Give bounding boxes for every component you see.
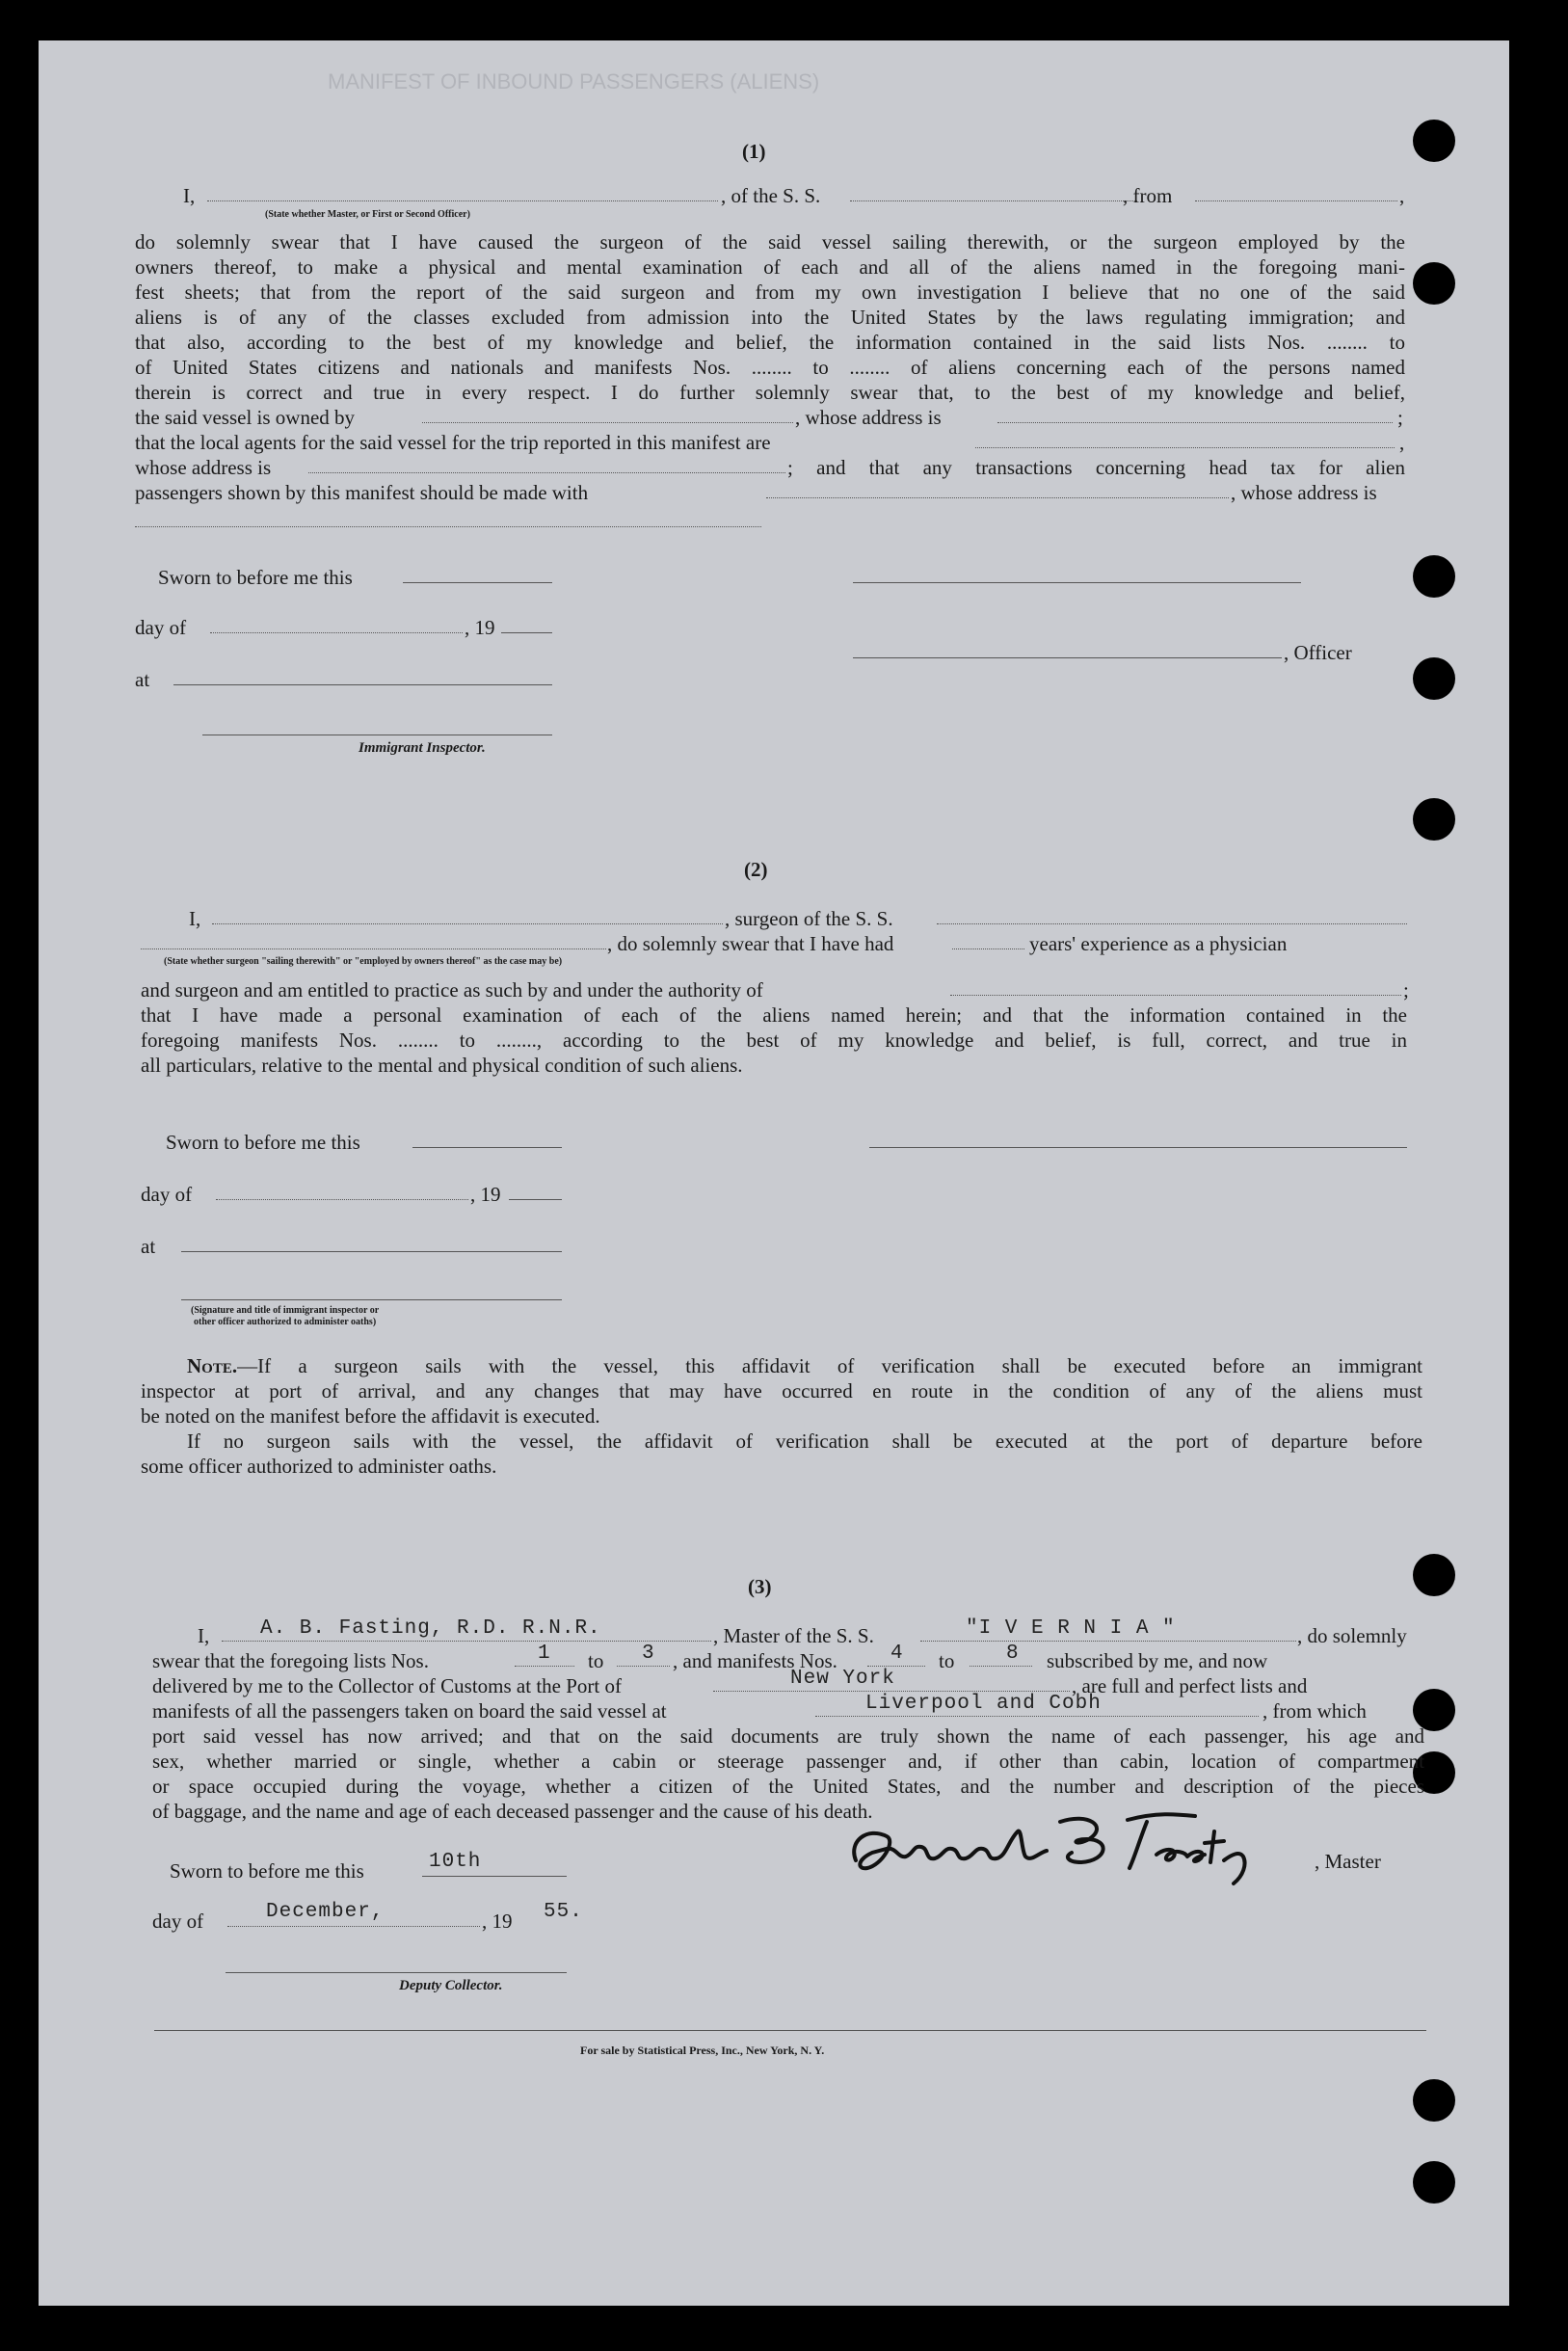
note-text: —If a surgeon sails with the vessel, this affidavit of verification shall be executed before an immigrant — [237, 1354, 1422, 1377]
authority-end: ; — [1403, 978, 1409, 1002]
deputy-collector-line — [226, 1972, 567, 1973]
sec2-year-field — [509, 1199, 562, 1200]
sec2-caption-line: other officer authorized to administer oaths) — [194, 1317, 377, 1327]
note-line: If no surgeon sails with the vessel, the affidavit of verification shall be executed at the port of departure before — [187, 1429, 1422, 1453]
sec1-body-line: aliens is of any of the classes excluded from admission into the United States by the laws regulating immigration; and — [135, 306, 1405, 329]
manifests-from-field — [867, 1666, 925, 1667]
sec2-day-of-label: day of — [141, 1183, 193, 1206]
master-signature — [829, 1793, 1311, 1899]
surgeon-type-field — [141, 948, 606, 949]
master-name-field — [222, 1641, 711, 1642]
punch-hole — [1413, 798, 1455, 841]
officer-signature-line-2 — [853, 657, 1282, 658]
surgeon-ship-field — [937, 923, 1407, 924]
owner-field — [422, 422, 793, 423]
sec1-sworn-field — [403, 582, 552, 583]
sec1-at-field — [173, 684, 552, 685]
officer-signature-line-1 — [853, 582, 1301, 583]
sec2-caption-line: (Signature and title of immigrant inspector or — [191, 1305, 380, 1316]
officer-title-field — [207, 200, 718, 201]
port-value: New York — [790, 1668, 895, 1690]
punch-hole — [1413, 555, 1455, 598]
agents-end: , — [1399, 431, 1405, 454]
sec1-year-field — [501, 632, 552, 633]
lists-to-label: to — [588, 1649, 604, 1672]
printer-imprint: For sale by Statistical Press, Inc., New York, N. Y. — [580, 2044, 825, 2057]
years-field — [952, 948, 1024, 949]
sec3-month-field — [227, 1926, 480, 1927]
sec1-oath-body — [135, 229, 1405, 405]
sec3-line1-end: , do solemnly — [1297, 1624, 1407, 1647]
sec2-year-label: , 19 — [470, 1183, 501, 1206]
sec3-year-label: , 19 — [482, 1910, 513, 1933]
owner-address-label: , whose address is — [795, 406, 942, 429]
agent-address-field — [308, 472, 785, 473]
sec1-line1-comma: , — [1399, 184, 1405, 207]
sec1-day-of-label: day of — [135, 616, 187, 639]
sec2-day-field — [216, 1199, 468, 1200]
owner-address-field — [997, 422, 1393, 423]
lists-to-field — [617, 1666, 670, 1667]
sec1-at-label: at — [135, 668, 150, 691]
sec3-line1-i: I, — [198, 1624, 210, 1647]
sec3-sworn-label: Sworn to before me this — [170, 1859, 364, 1883]
surgeon-signature-line — [869, 1147, 1407, 1148]
sec3-body-line: port said vessel has now arrived; and that on the said documents are truly shown the name of each passenger, his age and — [152, 1724, 1424, 1748]
footer-rule — [154, 2030, 1426, 2031]
sec2-signature-caption — [191, 1305, 379, 1328]
sec2-body-line: all particulars, relative to the mental and physical condition of such aliens. — [141, 1054, 743, 1077]
sec1-body-line: owners thereof, to make a physical and mental examination of each and all of the aliens named in the foregoing mani- — [135, 255, 1405, 279]
sec2-signature-line — [181, 1299, 562, 1300]
section-2-number: (2) — [744, 858, 768, 881]
embark-port-field — [815, 1716, 1259, 1717]
passengers-label: passengers shown by this manifest should be made with — [135, 481, 589, 504]
ship-name-value: "I V E R N I A " — [966, 1617, 1176, 1640]
manifest-page — [39, 40, 1509, 2306]
immigrant-inspector-caption: Immigrant Inspector. — [359, 740, 486, 756]
punch-hole — [1413, 120, 1455, 162]
sec2-sworn-field — [412, 1147, 562, 1148]
sec2-body-line: foregoing manifests Nos. ........ to ........, according to the best of my knowledge and belief, is full, correct, and true in — [141, 1029, 1407, 1052]
sec3-body-line: of baggage, and the name and age of each deceased passenger and the cause of his death. — [152, 1800, 873, 1823]
bleed-through-text: MANIFEST OF INBOUND PASSENGERS (ALIENS) — [328, 69, 820, 94]
port-field — [713, 1691, 1070, 1692]
sec2-sworn-label: Sworn to before me this — [166, 1131, 360, 1154]
sec1-year-label: , 19 — [465, 616, 495, 639]
officer-caption: (State whether Master, or First or Second Officer) — [265, 209, 470, 220]
lists-from-field — [515, 1666, 574, 1667]
note-line: some officer authorized to administer oaths. — [141, 1455, 497, 1478]
sec1-day-field — [210, 632, 463, 633]
sec1-line1-from: , from — [1123, 184, 1173, 207]
manifests-to-label: to — [939, 1649, 955, 1672]
from-which-text: , from which — [1262, 1699, 1367, 1723]
sworn-day-value: 10th — [429, 1851, 482, 1873]
master-name-value: A. B. Fasting, R.D. R.N.R. — [260, 1617, 601, 1640]
lists-from-value: 1 — [538, 1643, 551, 1665]
note-line — [141, 1353, 1422, 1378]
year-value: 55. — [544, 1901, 583, 1923]
agents-label: that the local agents for the said vessel for the trip reported in this manifest are — [135, 431, 771, 454]
punch-hole — [1413, 262, 1455, 305]
section-3-number: (3) — [748, 1575, 772, 1598]
sec3-port-label: delivered by me to the Collector of Customs at the Port of — [152, 1674, 622, 1697]
manifests-label: , and manifests Nos. — [673, 1649, 837, 1672]
sec2-body-line: that I have made a personal examination of each of the aliens named herein; and that the information contained in the — [141, 1003, 1407, 1027]
master-label: , Master — [1315, 1850, 1381, 1873]
ship-field — [920, 1641, 1296, 1642]
sec3-lists-label: swear that the foregoing lists Nos. — [152, 1649, 429, 1672]
head-tax-party-field — [766, 497, 1229, 498]
note-block — [141, 1353, 1422, 1479]
sec2-authority-text: and surgeon and am entitled to practice as such by and under the authority of — [141, 978, 763, 1002]
sec1-body-line: fest sheets; that from the report of the said surgeon and from my own investigation I believe that no one of the said — [135, 281, 1405, 304]
owned-end: ; — [1397, 406, 1403, 429]
sec3-body-line: sex, whether married or single, whether a cabin or steerage passenger and, if other than cabin, location of compartment — [152, 1750, 1424, 1773]
head-tax-address-label: , whose address is — [1231, 481, 1377, 504]
embark-port-value: Liverpool and Cobh — [865, 1693, 1102, 1715]
sec1-body-line: that also, according to the best of my knowledge and belief, the information contained in the said lists Nos. ........ to — [135, 331, 1405, 354]
punch-hole — [1413, 657, 1455, 700]
from-port-field — [1195, 200, 1397, 201]
sec2-line2-text: , do solemnly swear that I have had — [607, 932, 894, 955]
deputy-collector-caption: Deputy Collector. — [399, 1978, 503, 1993]
officer-label: , Officer — [1284, 641, 1352, 664]
sec3-embark-label: manifests of all the passengers taken on board the said vessel at — [152, 1699, 667, 1723]
punch-hole — [1413, 2079, 1455, 2122]
lists-to-value: 3 — [642, 1643, 655, 1665]
sec1-body-line: therein is correct and true in every respect. I do further solemnly swear that, to the best of my knowledge and belief, — [135, 381, 1405, 404]
full-lists-text: , are full and perfect lists and — [1072, 1674, 1308, 1697]
note-line: be noted on the manifest before the affidavit is executed. — [141, 1404, 600, 1428]
surgeon-caption: (State whether surgeon "sailing therewith" or "employed by owners thereof" as the case may be) — [164, 956, 563, 967]
sec2-line1-i: I, — [189, 907, 201, 930]
sec1-body-line: do solemnly swear that I have caused the surgeon of the said vessel sailing therewith, or the surgeon employed by the — [135, 230, 1405, 254]
sec1-sworn-label: Sworn to before me this — [158, 566, 353, 589]
authority-field — [950, 995, 1401, 996]
section-1-number: (1) — [742, 140, 766, 163]
manifests-from-value: 4 — [890, 1643, 904, 1665]
sec2-oath-body — [141, 1002, 1407, 1078]
agent-address-label: whose address is — [135, 456, 272, 479]
surgeon-name-field — [212, 923, 723, 924]
month-value: December, — [266, 1901, 385, 1923]
sec1-line1-ss: , of the S. S. — [721, 184, 821, 207]
sec3-line1-ss: , Master of the S. S. — [713, 1624, 874, 1647]
head-tax-address-field — [135, 526, 761, 527]
owned-by-label: the said vessel is owned by — [135, 406, 356, 429]
manifests-to-value: 8 — [1006, 1643, 1020, 1665]
note-label: Note. — [187, 1354, 238, 1377]
subscribed-text: subscribed by me, and now — [1047, 1649, 1268, 1672]
punch-hole — [1413, 2161, 1455, 2204]
sec3-body-line: or space occupied during the voyage, whether a citizen of the United States, and the number and description of the pieces — [152, 1775, 1424, 1798]
head-tax-text: ; and that any transactions concerning head tax for alien — [787, 456, 1405, 479]
ship-name-field — [850, 200, 1137, 201]
sec1-line1-i: I, — [183, 184, 196, 207]
sec1-body-line: of United States citizens and nationals and manifests Nos. ........ to ........ of aliens concerning each of the persons named — [135, 356, 1405, 379]
sec3-day-of-label: day of — [152, 1910, 204, 1933]
note-line: inspector at port of arrival, and any changes that may have occurred en route in the condition of any of the aliens must — [141, 1379, 1422, 1403]
punch-hole — [1413, 1554, 1455, 1596]
agents-field — [975, 447, 1395, 448]
sec2-at-field — [181, 1251, 562, 1252]
sec3-sworn-field — [422, 1876, 567, 1877]
sec2-line1-ss: , surgeon of the S. S. — [725, 907, 893, 930]
sec2-line2-physician: years' experience as a physician — [1029, 932, 1288, 955]
sec2-at-label: at — [141, 1235, 156, 1258]
manifests-to-field — [970, 1666, 1032, 1667]
